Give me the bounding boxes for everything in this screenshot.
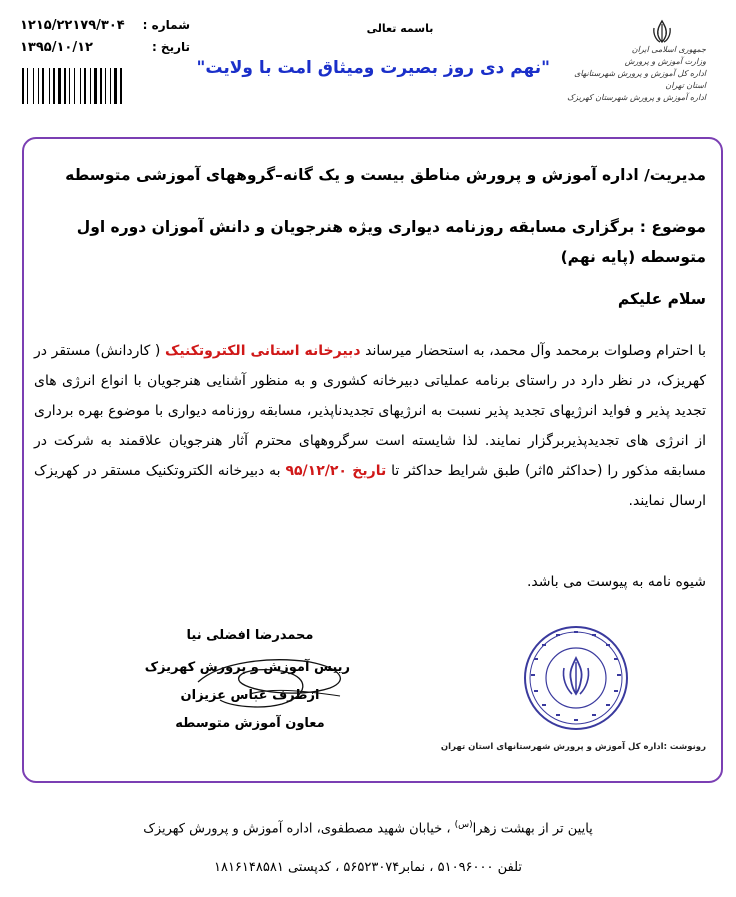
- footer-contacts: تلفن ۵۱۰۹۶۰۰۰ ، نمابر۵۶۵۲۳۰۷۴ ، کدپستی ۱۸۱۶۱۴۸۵۸۱: [213, 860, 523, 875]
- address-part: ، خیابان شهید مصطفوی، اداره آموزش و پرورش کهریزک: [143, 821, 455, 837]
- signer-title: رییس آموزش و پرورش کهریزک: [144, 660, 350, 675]
- footer-address: [40, 820, 696, 836]
- body-text-part: با احترام وصلوات برمحمد وآل محمد، به استحضار میرساند: [360, 343, 706, 359]
- deputy-name: ازطرف عباس عزیزان: [180, 688, 320, 703]
- basmala: باسمه تعالی: [366, 22, 434, 35]
- slogan: "نهم دی روز بصیرت ومیثاق امت با ولایت": [196, 58, 550, 78]
- highlight-secretariat: دبیرخانه استانی الکتروتکنیک: [165, 343, 361, 359]
- letter-meta: [20, 18, 190, 62]
- iran-emblem-icon: [648, 18, 676, 46]
- body-text-part: ( کاردانش) مستقر در کهریزک، در نظر دارد در راستای برنامه عملیاتی دبیرخانه کشوری و به منظور آشنایی هنرجویان با انواع انرژی های تجدید پذیر و فواید انرژیهای تجدید پذیر نسبت به انرژیهای تجدیدناپذیر، مسابقه روزنامه دیواری با موضوع بهره برداری از انرژی های تجدیدپذیربرگزار نمایند. لذا شایسته است سرگروههای محترم آثار هنرجویان علاقمند به شرکت در مسابقه مذکور را (حداکثر ۵اثر) طبق شرایط حداکثر تا: [34, 343, 707, 479]
- official-seal: [522, 624, 630, 732]
- letter-number-row: [20, 18, 190, 40]
- address-honorific: (س): [454, 820, 473, 830]
- signer-name: محمدرضا افضلی نیا: [186, 628, 314, 643]
- ministry-line: وزارت آموزش و پرورش: [624, 57, 706, 66]
- carbon-copy-note: رونوشت :اداره کل آموزش و پرورش شهرستانهای استان تهران: [440, 742, 706, 752]
- handwritten-signature: [190, 652, 360, 722]
- body-text-part: به دبیرخانه الکتروتکنیک مستقر در کهریزک ارسال نمایند.: [34, 463, 706, 509]
- letter-body: [34, 336, 706, 516]
- letter-closing: شیوه نامه به پیوست می باشد.: [526, 574, 706, 590]
- letter-date-label: تاریخ :: [151, 40, 190, 54]
- ministry-line: اداره آموزش و پرورش شهرستان کهریزک: [567, 93, 706, 102]
- letter-number-label: شماره :: [142, 18, 190, 32]
- ministry-heading: [566, 44, 706, 104]
- letter-recipient: مدیریت/ اداره آموزش و پرورش مناطق بیست و یک گانه–گروههای آموزشی متوسطه: [65, 166, 706, 184]
- ministry-line: جمهوری اسلامی ایران: [631, 45, 706, 54]
- letter-subject: موضوع : برگزاری مسابقه روزنامه دیواری ویژه هنرجویان و دانش آموزان دوره اول متوسطه (پایه نهم): [76, 218, 706, 266]
- letter-date-value: ۱۳۹۵/۱۰/۱۲: [20, 40, 93, 55]
- ministry-line: اداره کل آموزش و پرورش شهرستانهای استان تهران: [574, 69, 706, 90]
- address-part: پایین تر از بهشت زهرا: [472, 821, 593, 837]
- highlight-deadline: تاریخ ۹۵/۱۲/۲۰: [285, 463, 387, 479]
- letter-number-value: ۱۲۱۵/۲۲۱۷۹/۳۰۴: [20, 18, 125, 33]
- letter-date-row: [20, 40, 190, 62]
- barcode-icon: [20, 66, 140, 106]
- letter-greeting: سلام علیکم: [617, 290, 706, 308]
- deputy-title: معاون آموزش متوسطه: [175, 716, 325, 731]
